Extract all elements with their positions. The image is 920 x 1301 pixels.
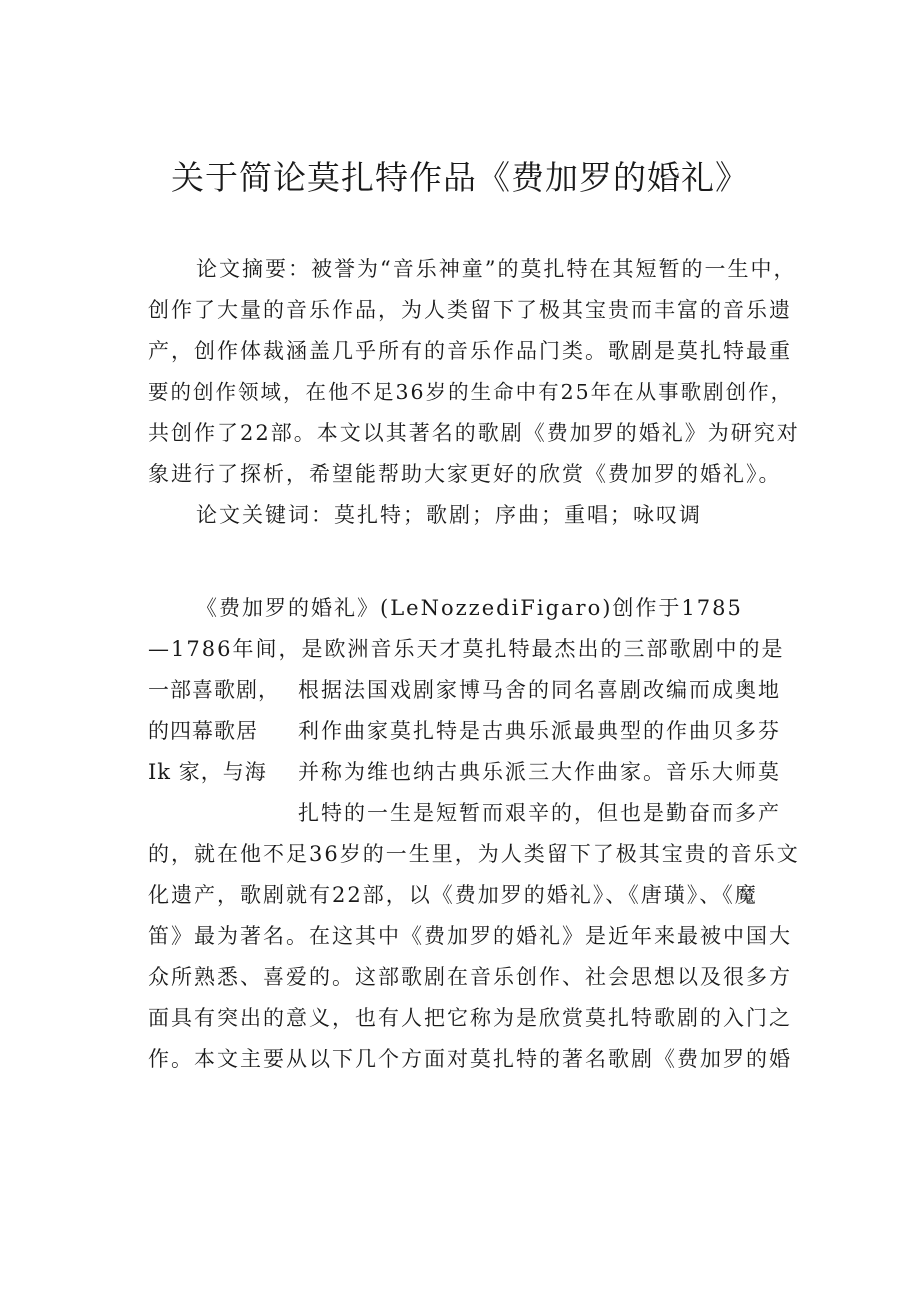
abstract-line: 论文摘要：被誉为“音乐神童”的莫扎特在其短暂的一生中， <box>196 257 797 281</box>
body-line: 众所熟悉、喜爱的。这部歌剧在音乐创作、社会思想以及很多方 <box>148 965 792 989</box>
keywords-line: 论文关键词：莫扎特；歌剧；序曲；重唱；咏叹调 <box>196 503 702 527</box>
body-line: —1786年间，是欧洲音乐天才莫扎特最杰出的三部歌剧中的是 <box>148 637 785 661</box>
abstract-line: 要的创作领域，在他不足36岁的生命中有25年在从事歌剧创作， <box>148 380 794 404</box>
right-column-line: 并称为维也纳古典乐派三大作曲家。音乐大师莫 <box>298 760 781 784</box>
abstract-line: 共创作了22部。本文以其著名的歌剧《费加罗的婚礼》为研究对 <box>148 421 800 445</box>
body-line: 的，就在他不足36岁的一生里，为人类留下了极其宝贵的音乐文 <box>148 842 800 866</box>
body-line: 笛》最为著名。在这其中《费加罗的婚礼》是近年来最被中国大 <box>148 924 792 948</box>
right-column-line: 扎特的一生是短暂而艰辛的，但也是勤奋而多产 <box>298 801 781 825</box>
abstract-line: 象进行了探析，希望能帮助大家更好的欣赏《费加罗的婚礼》。 <box>148 462 782 486</box>
left-column-line: Ik 家，与海 <box>148 760 267 784</box>
body-line: 面具有突出的意义，也有人把它称为是欣赏莫扎特歌剧的入门之 <box>148 1006 792 1030</box>
right-column-line: 利作曲家莫扎特是古典乐派最典型的作曲贝多芬 <box>298 719 781 743</box>
body-line: 作。本文主要从以下几个方面对莫扎特的著名歌剧《费加罗的婚 <box>148 1047 792 1071</box>
right-column-line: 根据法国戏剧家博马舍的同名喜剧改编而成奥地 <box>298 678 781 702</box>
abstract-line: 创作了大量的音乐作品，为人类留下了极其宝贵而丰富的音乐遗 <box>148 298 792 322</box>
body-line: 化遗产，歌剧就有22部，以《费加罗的婚礼》、《唐璜》、《魔 <box>148 883 758 907</box>
body-line: 《费加罗的婚礼》(LeNozzediFigaro)创作于1785 <box>196 596 743 620</box>
left-column-line: 的四幕歌居 <box>148 719 258 743</box>
document-title: 关于简论莫扎特作品《费加罗的婚礼》 <box>171 158 749 197</box>
left-column-line: 一部喜歌剧， <box>148 678 280 702</box>
abstract-line: 产，创作体裁涵盖几乎所有的音乐作品门类。歌剧是莫扎特最重 <box>148 339 792 363</box>
